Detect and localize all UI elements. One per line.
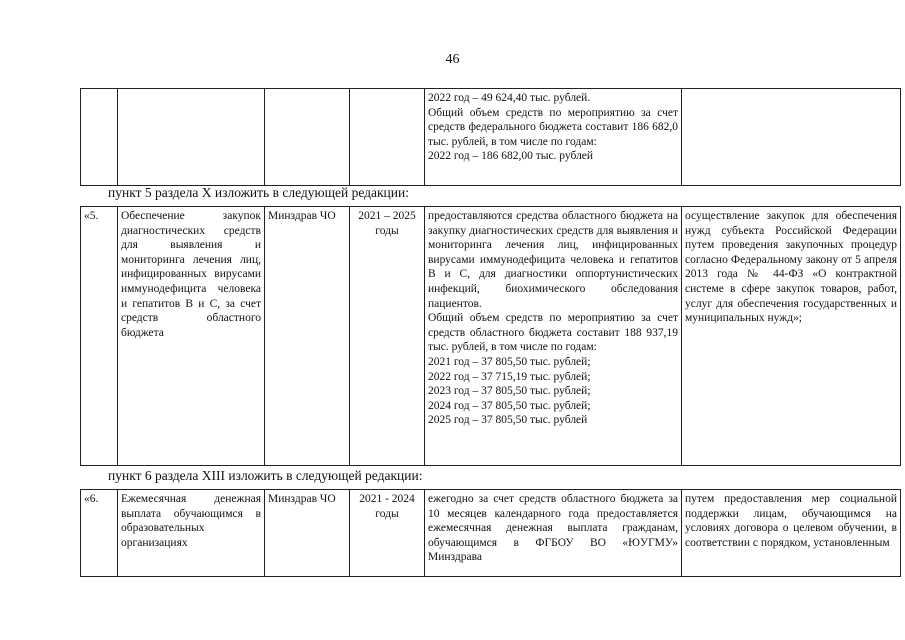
year-line: 2023 год – 37 805,50 тыс. рублей; bbox=[428, 385, 591, 398]
cell-executor: Минздрав ЧО bbox=[265, 207, 350, 466]
cell-num: «6. bbox=[81, 490, 118, 577]
cell-num bbox=[81, 89, 118, 186]
year-line: 2024 год – 37 805,50 тыс. рублей; bbox=[428, 399, 591, 412]
cell-mechanism: осуществление закупок для обеспечения нужд субъекта Российской Федерации путем проведения закупочных процедур согласно Федеральному закону от 5 апреля 2013 года № 44-ФЗ «О контрактной системе в сфере закупок товаров, работ, услуг для обеспечения государственных и муниципальных нужд»; bbox=[682, 207, 901, 466]
cell-executor bbox=[265, 89, 350, 186]
description-text: предоставляются средства областного бюджета на закупку диагностических средств для выявления и мониторинга лечения лиц, инфицированных вирусами иммунодефицита человека и гепатитов В и С, для диагностики оппортунистических инфекций, биохимического обследования пациентов. bbox=[428, 210, 678, 310]
cell-description: ежегодно за счет средств областного бюджета за 10 месяцев календарного года предоставляется ежемесячная денежная выплата гражданам, обучающимся в ФГБОУ ВО «ЮУГМУ» Минздрава bbox=[425, 490, 682, 577]
table-row bbox=[81, 89, 901, 186]
cell-period bbox=[350, 89, 425, 186]
cell-name bbox=[118, 89, 265, 186]
cell-num: «5. bbox=[81, 207, 118, 466]
text-line: 2022 год – 49 624,40 тыс. рублей. bbox=[428, 92, 591, 104]
cell-mechanism bbox=[682, 89, 901, 186]
text-line: Общий объем средств по мероприятию за счет средств федерального бюджета составит 186 682,0 тыс. рублей, в том числе по годам: bbox=[428, 106, 678, 148]
cell-description bbox=[425, 207, 682, 466]
cell-name: Обеспечение закупок диагностических средств для выявления и мониторинга лечения лиц, инфицированных вирусами иммунодефицита человека и гепатитов В и С, за счет средств областного бюджета bbox=[118, 207, 265, 466]
table-row bbox=[81, 207, 901, 466]
cell-executor: Минздрав ЧО bbox=[265, 490, 350, 577]
instruction-text: пункт 6 раздела XIII изложить в следующей редакции: bbox=[108, 468, 423, 483]
cell-period: 2021 - 2024 годы bbox=[350, 490, 425, 577]
table-continuation bbox=[80, 88, 901, 186]
cell-name: Ежемесячная денежная выплата обучающимся в образовательных организациях bbox=[118, 490, 265, 577]
year-line: 2022 год – 37 715,19 тыс. рублей; bbox=[428, 370, 591, 383]
table-point-5 bbox=[80, 206, 901, 466]
volume-text: Общий объем средств по мероприятию за счет средств областного бюджета составит 188 937,19 тыс. рублей, в том числе по годам: bbox=[428, 312, 678, 354]
text-line: 2022 год – 186 682,00 тыс. рублей bbox=[428, 150, 594, 163]
cell-mechanism: путем предоставления мер социальной поддержки лицам, обучающимся на условиях договора о целевом обучении, в соответствии с порядком, установленным bbox=[682, 490, 901, 577]
table-row bbox=[81, 490, 901, 577]
year-line: 2021 год – 37 805,50 тыс. рублей; bbox=[428, 355, 591, 368]
page-number: 46 bbox=[445, 52, 460, 67]
cell-period: 2021 – 2025 годы bbox=[350, 207, 425, 466]
year-line: 2025 год – 37 805,50 тыс. рублей bbox=[428, 414, 588, 427]
instruction-text: пункт 5 раздела X изложить в следующей редакции: bbox=[108, 185, 409, 200]
cell-description bbox=[425, 89, 682, 186]
table-point-6 bbox=[80, 489, 901, 577]
